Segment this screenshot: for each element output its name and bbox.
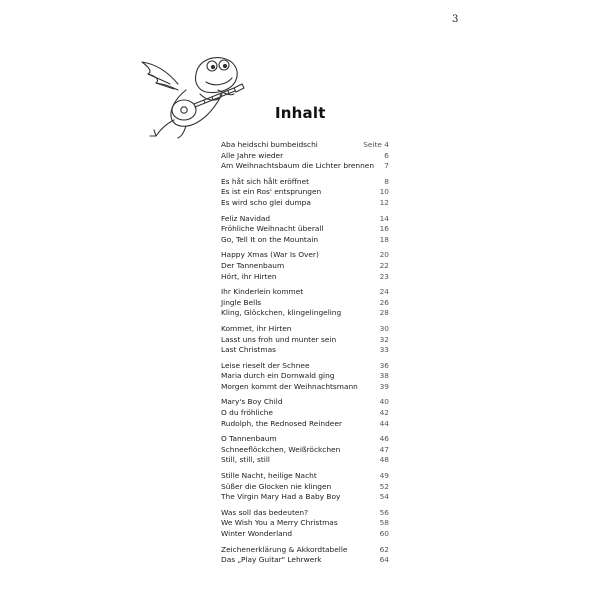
toc-entry bbox=[221, 187, 389, 198]
toc-entry-title: Am Weihnachtsbaum die Lichter brennen bbox=[221, 161, 375, 171]
toc-entry-title: Kommet, ihr Hirten bbox=[221, 323, 292, 333]
toc-entry-page: 44 bbox=[379, 418, 389, 428]
toc-entry-page: 23 bbox=[379, 271, 389, 281]
toc-entry bbox=[221, 298, 389, 309]
toc-entry-title: Winter Wonderland bbox=[221, 529, 293, 538]
toc-entry-page: 48 bbox=[379, 455, 389, 465]
toc-entry-title: Es wird scho glei dumpa bbox=[221, 197, 311, 207]
toc-entry-page: 33 bbox=[379, 345, 389, 355]
toc-entry-title: Was soll das bedeuten? bbox=[221, 507, 309, 517]
toc-entry-page: 10 bbox=[379, 187, 389, 197]
toc-entry bbox=[221, 287, 389, 298]
toc-entry bbox=[221, 371, 389, 382]
toc-entry bbox=[221, 140, 389, 151]
toc-entry bbox=[221, 419, 389, 430]
toc-entry-page: 22 bbox=[379, 260, 389, 270]
toc-entry bbox=[221, 555, 389, 566]
toc-group bbox=[221, 545, 389, 566]
toc-entry-title: Ihr Kinderlein kommet bbox=[221, 287, 304, 297]
toc-entry-page: 16 bbox=[379, 224, 389, 234]
toc-entry-title: Leise rieselt der Schnee bbox=[221, 360, 310, 370]
toc-entry-page: 52 bbox=[379, 481, 389, 491]
toc-entry bbox=[221, 482, 389, 493]
toc-entry-page: 56 bbox=[379, 507, 389, 517]
toc-entry bbox=[221, 529, 389, 540]
toc-entry-page: 28 bbox=[379, 308, 389, 318]
toc-entry bbox=[221, 261, 389, 272]
toc-entry bbox=[221, 408, 389, 419]
toc-entry-page: 58 bbox=[379, 518, 389, 528]
toc-entry bbox=[221, 250, 389, 261]
toc-entry bbox=[221, 545, 389, 556]
toc-group bbox=[221, 508, 389, 540]
toc-entry bbox=[221, 224, 389, 235]
toc-entry bbox=[221, 177, 389, 188]
toc-entry bbox=[221, 518, 389, 529]
toc-entry-title: Kling, Glöckchen, klingelingeling bbox=[221, 308, 342, 318]
toc-entry-title: Der Tannenbaum bbox=[221, 260, 285, 270]
toc-entry bbox=[221, 397, 389, 408]
toc-entry bbox=[221, 508, 389, 519]
toc-entry-page: 6 bbox=[384, 150, 389, 160]
toc-entry-page: 24 bbox=[379, 287, 389, 297]
toc-entry-page: 42 bbox=[379, 408, 389, 418]
toc-entry-title: Rudolph, the Rednosed Reindeer bbox=[221, 418, 342, 428]
toc-group bbox=[221, 287, 389, 319]
toc-entry bbox=[221, 324, 389, 335]
toc-entry-title: Es håt sich hålt eröffnet bbox=[221, 176, 310, 186]
toc-entry bbox=[221, 455, 389, 466]
toc-entry bbox=[221, 214, 389, 225]
toc-group bbox=[221, 434, 389, 466]
toc-entry-title: Jingle Bells bbox=[221, 297, 262, 307]
toc-entry-title: Stille Nacht, heilige Nacht bbox=[221, 471, 317, 481]
toc-entry-title: Happy Xmas (War Is Over) bbox=[221, 250, 319, 260]
toc-entry bbox=[221, 434, 389, 445]
toc-group bbox=[221, 177, 389, 209]
toc-entry-page: 30 bbox=[379, 323, 389, 333]
toc-entry-title: Maria durch ein Dornwald ging bbox=[221, 371, 335, 381]
guitar-frog-angel-icon bbox=[126, 50, 266, 140]
toc-entry-page: 40 bbox=[379, 397, 389, 407]
toc-entry bbox=[221, 161, 389, 172]
toc-group bbox=[221, 361, 389, 393]
toc-entry-title: O du fröhliche bbox=[221, 408, 273, 418]
toc-group bbox=[221, 324, 389, 356]
toc-entry-title: Morgen kommt der Weihnachtsmann bbox=[221, 381, 358, 391]
toc-entry bbox=[221, 335, 389, 346]
toc-entry-page: 26 bbox=[379, 297, 389, 307]
toc-entry-page: 39 bbox=[379, 381, 389, 391]
toc-entry-title: Süßer die Glocken nie klingen bbox=[221, 481, 332, 491]
toc-entry-page: 18 bbox=[379, 234, 389, 244]
toc-entry-title: Still, still, still bbox=[221, 455, 270, 465]
toc-entry bbox=[221, 492, 389, 503]
toc-entry-page: 64 bbox=[379, 555, 389, 565]
toc-entry-page: 38 bbox=[379, 371, 389, 381]
toc-entry-page: 54 bbox=[379, 492, 389, 502]
toc-entry-page: 36 bbox=[379, 360, 389, 370]
toc-entry-title: Zeichenerklärung & Akkordtabelle bbox=[221, 544, 348, 554]
toc-entry bbox=[221, 198, 389, 209]
table-of-contents bbox=[221, 140, 389, 571]
page-number: 3 bbox=[452, 14, 459, 25]
toc-entry-title: Es ist ein Ros' entsprungen bbox=[221, 187, 322, 197]
toc-entry-page: 32 bbox=[379, 334, 389, 344]
toc-entry-title: Das „Play Guitar" Lehrwerk bbox=[221, 555, 322, 565]
toc-entry-page: 8 bbox=[384, 176, 389, 186]
toc-entry-title: O Tannenbaum bbox=[221, 434, 277, 444]
toc-entry-title: Fröhliche Weihnacht überall bbox=[221, 224, 324, 234]
toc-entry-title: Feliz Navidad bbox=[221, 213, 271, 223]
toc-entry-page: 60 bbox=[379, 529, 389, 538]
toc-entry-title: Alle Jahre wieder bbox=[221, 150, 284, 160]
toc-group bbox=[221, 471, 389, 503]
toc-entry-page: 12 bbox=[379, 197, 389, 207]
toc-entry-title: Schneeflöckchen, Weißröckchen bbox=[221, 444, 341, 454]
toc-entry-page: 20 bbox=[379, 250, 389, 260]
toc-entry bbox=[221, 235, 389, 246]
toc-entry-title: We Wish You a Merry Christmas bbox=[221, 518, 338, 528]
toc-group bbox=[221, 397, 389, 429]
toc-entry bbox=[221, 151, 389, 162]
page-title: Inhalt bbox=[275, 104, 326, 122]
toc-entry bbox=[221, 445, 389, 456]
toc-entry bbox=[221, 471, 389, 482]
toc-entry-page: 46 bbox=[379, 434, 389, 444]
toc-entry-page: 62 bbox=[379, 544, 389, 554]
toc-entry-title: Lasst uns froh und munter sein bbox=[221, 334, 337, 344]
toc-entry bbox=[221, 382, 389, 393]
toc-entry bbox=[221, 308, 389, 319]
toc-entry-page: 7 bbox=[384, 161, 389, 171]
toc-entry-title: Aba heidschi bumbeidschi bbox=[221, 140, 318, 149]
toc-entry-title: Go, Tell It on the Mountain bbox=[221, 234, 319, 244]
toc-entry-page: Seite 4 bbox=[363, 140, 389, 149]
toc-entry-title: Mary's Boy Child bbox=[221, 397, 283, 407]
toc-group bbox=[221, 250, 389, 282]
toc-entry-page: 14 bbox=[379, 213, 389, 223]
toc-entry-title: Hört, ihr Hirten bbox=[221, 271, 277, 281]
toc-entry-title: The Virgin Mary Had a Baby Boy bbox=[221, 492, 341, 502]
toc-entry bbox=[221, 272, 389, 283]
toc-entry bbox=[221, 345, 389, 356]
toc-entry bbox=[221, 361, 389, 372]
toc-group bbox=[221, 140, 389, 172]
toc-group bbox=[221, 214, 389, 246]
toc-entry-title: Last Christmas bbox=[221, 345, 277, 355]
toc-entry-page: 47 bbox=[379, 444, 389, 454]
toc-entry-page: 49 bbox=[379, 471, 389, 481]
